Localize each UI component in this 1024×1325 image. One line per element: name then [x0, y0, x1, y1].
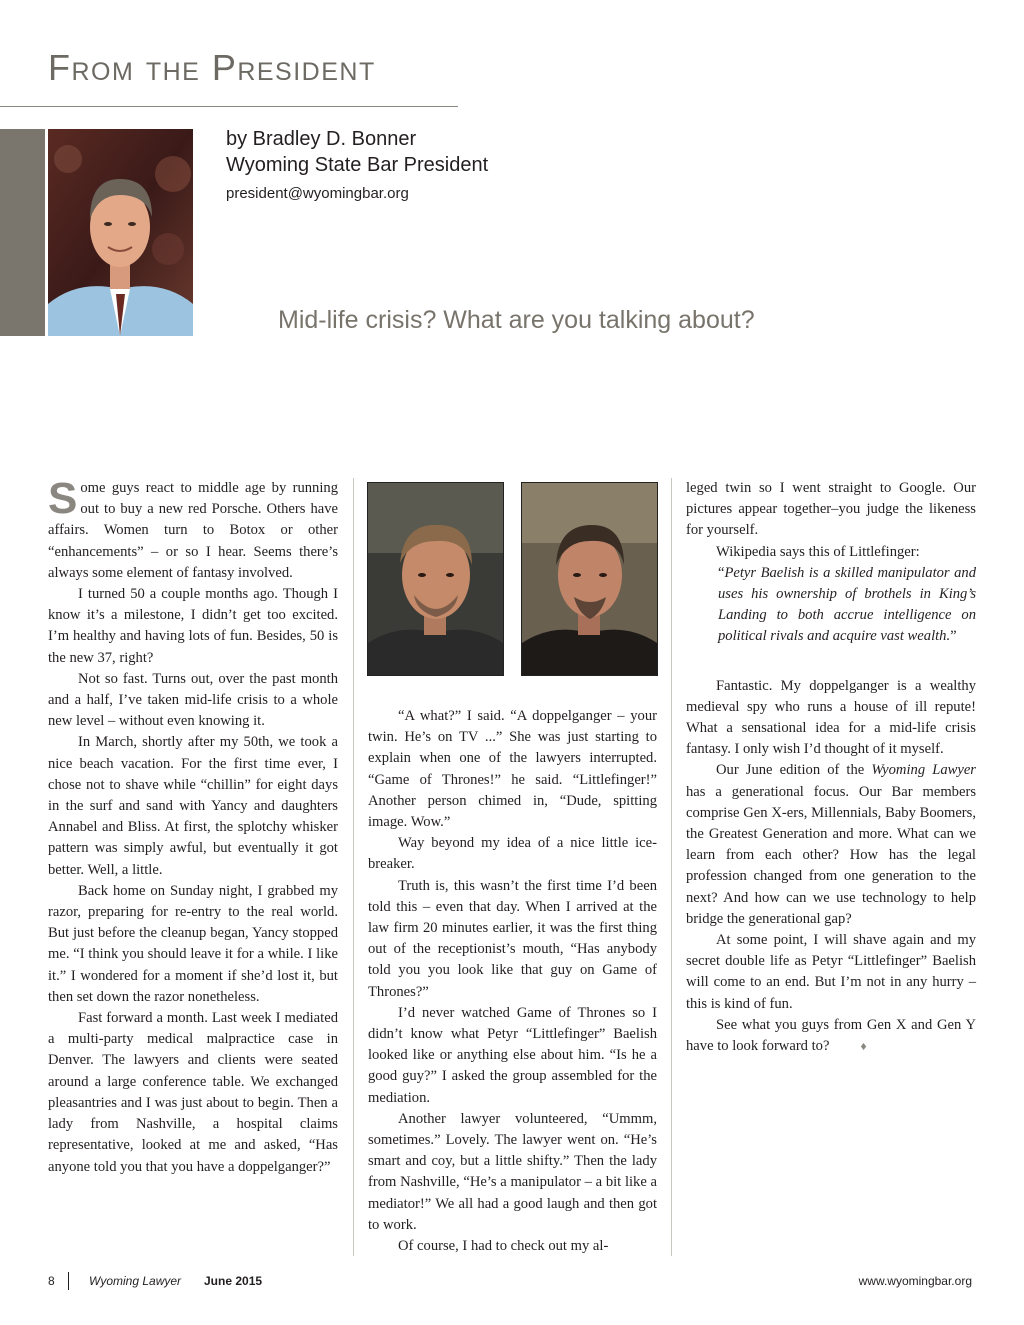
paragraph: Fast forward a month. Last week I mediated a multi-party medical malpractice case in Denver. The lawyers and clients were seated around a large conference table. We exchanged pleasantries and I was just about to begin. Then a lady from Nashville, a hospital claims representative, looked at me and asked, “Has anyone told you that you have a doppelganger?” — [48, 1010, 338, 1175]
paragraph: Not so fast. Turns out, over the past month and a half, I’ve taken mid-life crisis to a whole new level – without even knowing it. — [48, 670, 338, 730]
end-mark-icon: ♦ — [860, 1039, 867, 1054]
paragraph: “A what?” I said. “A doppelganger – your twin. He’s on TV ...” She was just starting to explain when one of the lawyers interrupted. “Game of Thrones!” he said. “Littlefinger!” Another person chimed in, “Dude, spitting image. Wow.” — [368, 708, 657, 831]
page-number: 8 — [48, 1274, 55, 1288]
publication-name: Wyoming Lawyer — [871, 762, 976, 779]
article-column-1 — [48, 474, 338, 1178]
paragraph: Back home on Sunday night, I grabbed my razor, preparing for re-entry to the real world. But just before the cleanup began, Yancy stopped me. “I think you should leave it for a while. I like it.” I wondered for a moment if she’d lost it, but then set down the razor nonetheless. — [48, 882, 338, 1005]
paragraph: Fantastic. My doppelganger is a wealthy medieval spy who runs a house of ill repute! What a sensational idea for a mid-life crisis fantasy. I only wish I’d thought of it myself. — [686, 677, 976, 758]
littlefinger-photo — [521, 482, 658, 676]
title-rule — [0, 106, 458, 107]
spacer — [686, 648, 976, 676]
column-divider — [353, 478, 354, 1256]
page-footer — [48, 1274, 972, 1292]
paragraph: Way beyond my idea of a nice little ice-breaker. — [368, 835, 657, 873]
paragraph: Our June edition of the Wyoming Lawyer has a generational focus. Our Bar members comprise Gen X-ers, Millennials, Baby Boomers, the Greatest Generation and more. What can we learn from each other? How has the legal profession changed from one generation to the next? And how can we use technology to help bridge the generational gap? — [686, 762, 976, 927]
paragraph: Truth is, this wasn’t the first time I’d been told this – even that day. When I arrived at the law firm 20 minutes earlier, it was the first thing out of the receptionist’s mouth, “Has anybody told you you look like that guy on Game of Thrones?” — [368, 877, 657, 1000]
paragraph: In March, shortly after my 50th, we took a nice beach vacation. For the first time ever, I chose not to shave while “chillin” for eight days in the surf and sand with Yancy and daughters Annabel and Bliss. At first, the splotchy whisker pattern was simply awful, but eventually it got better. Well, a little. — [48, 734, 338, 878]
publication-name: Wyoming Lawyer — [89, 1274, 182, 1288]
paragraph: I turned 50 a couple months ago. Though I know it’s a milestone, I didn’t get too excited. I’m healthy and having lots of fun. Besides, 50 is the new 37, right? — [48, 586, 338, 666]
paragraph: Wikipedia says this of Littlefinger: — [716, 543, 920, 560]
author-email[interactable]: president@wyomingbar.org — [226, 185, 409, 202]
paragraph: leged twin so I went straight to Google. Our pictures appear together–you judge the likeness for yourself. — [686, 480, 976, 539]
author-bearded-photo — [367, 482, 504, 676]
author-name: by Bradley D. Bonner — [226, 128, 417, 150]
paragraph: I’d never watched Game of Thrones so I didn’t know what Petyr “Littlefinger” Baelish looked like or anything else about him. “Is he a good guy?” I asked the group assembled for the mediation. — [368, 1004, 657, 1106]
footer-divider — [68, 1272, 69, 1290]
section-title: From the President — [48, 47, 376, 88]
paragraph: See what you guys from Gen X and Gen Y have to look forward to? ♦ — [686, 1015, 976, 1057]
article-column-2 — [368, 706, 657, 1257]
paragraph: At some point, I will shave again and my secret double life as Petyr “Littlefinger” Baelish will come to an end. But I’m not in any hurry – this is kind of fun. — [686, 932, 976, 1012]
column-divider — [671, 478, 672, 1256]
article-headline: Mid-life crisis? What are you talking about? — [278, 306, 755, 334]
article-column-3 — [686, 478, 976, 1057]
issue-date: June 2015 — [204, 1274, 263, 1288]
paragraph: Of course, I had to check out my al- — [398, 1238, 609, 1255]
byline — [226, 126, 488, 202]
drop-cap: S — [48, 474, 78, 523]
paragraph: Another lawyer volunteered, “Ummm, sometimes.” Lovely. The lawyer went on. “He’s smart and coy, but a little shifty.” Then the lady from Nashville, “He’s a manipulator – a bit like a mediator!” We all had a good laugh and then got to work. — [368, 1110, 657, 1233]
accent-bar — [0, 129, 45, 336]
paragraph: Some guys react to middle age by running out to buy a new red Porsche. Others have affairs. Women turn to Botox or other “enhancements” – or so I hear. Seems there’s always some element of fantasy involved. — [48, 474, 338, 581]
author-role: Wyoming State Bar President — [226, 154, 489, 176]
author-photo — [48, 129, 193, 336]
website-link[interactable]: www.wyomingbar.org — [858, 1274, 972, 1288]
wikipedia-quote: “Petyr Baelish is a skilled manipulator and uses his ownership of brothels in King’s Landing to both accrue intelligence on political rivals and acquire vast wealth.” — [718, 564, 976, 645]
